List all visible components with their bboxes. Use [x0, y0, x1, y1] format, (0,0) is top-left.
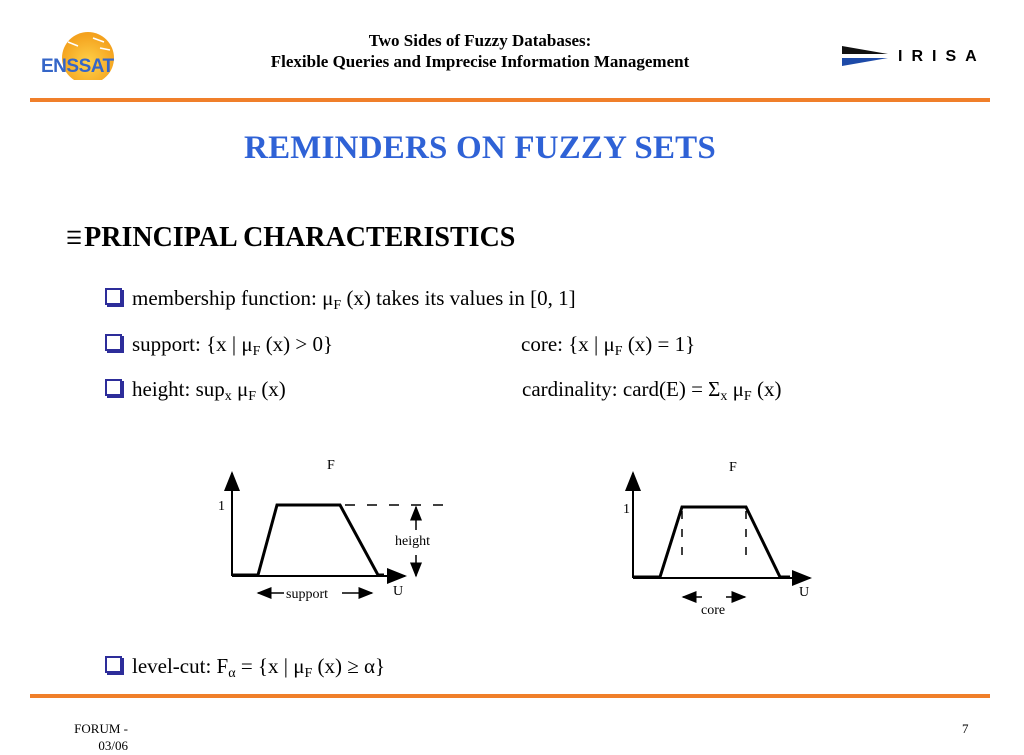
set-label: F [729, 460, 737, 475]
item-core: core: {x | $\mu_F$ (x) = 1} [521, 332, 696, 359]
height-label: height [395, 534, 430, 549]
section-heading-text: PRINCIPAL CHARACTERISTICS [84, 222, 516, 253]
header-title-line2: Flexible Queries and Imprecise Information Management [270, 52, 690, 71]
x-axis-label: U [393, 584, 404, 599]
slide-title: REMINDERS ON FUZZY SETS [244, 130, 716, 166]
irisa-logo-text: IRISA [898, 48, 986, 65]
header-title [200, 30, 760, 72]
footer-divider [30, 694, 990, 698]
document-bullet-icon: ☰ [66, 228, 83, 248]
checkbox-bullet-icon [105, 334, 122, 351]
item-cardinality: cardinality: card(E) = $\Sigma_x$ $\mu_F$ (x) [522, 377, 782, 404]
irisa-logo [842, 42, 992, 72]
header-divider [30, 98, 990, 102]
item-support: support: {x | $\mu_F$ (x) > 0} [105, 331, 333, 357]
item-level-cut: level-cut: $F_\alpha = \{x$ | $\mu_F$ (x) ≥ α} [105, 653, 385, 679]
item-height: height: sup$_x$ $\mu_F$ (x) [105, 376, 286, 402]
footer-left-line2: 03/06 [98, 738, 128, 753]
page-number: 7 [962, 721, 969, 736]
y-tick-label: 1 [218, 499, 225, 514]
y-tick-label: 1 [623, 502, 630, 517]
diagram-core [610, 455, 830, 625]
enssat-logo [38, 28, 138, 80]
enssat-logo-text: ENSSAT [41, 56, 114, 77]
footer-left-line1: FORUM - [74, 721, 128, 736]
section-heading [66, 222, 515, 254]
x-axis-label: U [799, 585, 810, 600]
irisa-arrow-icon [842, 44, 890, 68]
checkbox-bullet-icon [105, 656, 122, 673]
checkbox-bullet-icon [105, 288, 122, 305]
set-label: F [327, 458, 335, 473]
checkbox-bullet-icon [105, 379, 122, 396]
core-label: core [701, 603, 726, 618]
header-title-line1: Two Sides of Fuzzy Databases: [368, 31, 592, 50]
footer-left [66, 720, 128, 754]
diagram-support-height [200, 455, 460, 615]
membership-curve [232, 505, 384, 575]
membership-curve [633, 507, 790, 577]
item-membership: membership function: $\mu_F$ (x) takes its values in [0, 1] [105, 285, 576, 311]
support-label: support [286, 587, 328, 602]
